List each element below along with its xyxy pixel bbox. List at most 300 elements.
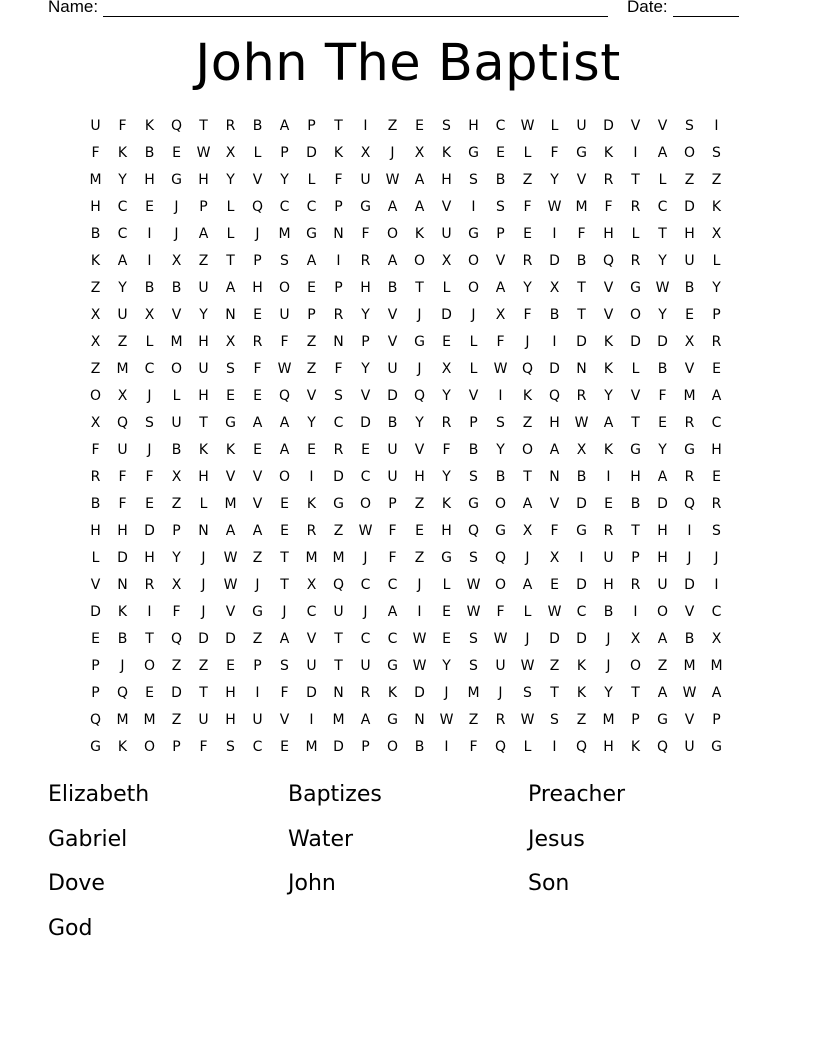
word-bank-item: Jesus [528, 826, 585, 852]
grid-letter: Q [467, 523, 480, 539]
grid-letter: B [414, 739, 425, 755]
grid-letter: A [522, 577, 533, 593]
grid-letter: Q [89, 712, 102, 728]
grid-letter: G [360, 199, 371, 215]
grid-letter: S [496, 415, 505, 431]
grid-letter: Y [658, 307, 667, 323]
grid-letter: P [253, 658, 262, 674]
grid-letter: R [684, 469, 695, 485]
grid-letter: V [252, 496, 263, 512]
grid-letter: W [682, 685, 697, 701]
grid-letter: Y [118, 172, 127, 188]
word-bank-item: John [288, 871, 336, 896]
grid-letter: P [307, 118, 316, 134]
grid-letter: E [496, 145, 505, 161]
grid-letter: F [280, 334, 289, 350]
grid-letter: A [495, 280, 506, 296]
grid-letter: B [387, 415, 398, 431]
grid-letter: H [441, 172, 452, 188]
grid-letter: U [495, 658, 506, 674]
grid-letter: J [174, 199, 179, 215]
grid-letter: C [252, 739, 263, 755]
grid-letter: B [684, 280, 695, 296]
grid-letter: C [387, 631, 398, 647]
grid-letter: D [117, 550, 128, 566]
grid-letter: J [363, 550, 368, 566]
grid-letter: G [576, 523, 587, 539]
grid-letter: U [198, 712, 209, 728]
grid-letter: E [442, 604, 451, 620]
grid-letter: X [684, 334, 695, 350]
grid-letter: A [657, 631, 668, 647]
grid-letter: G [306, 226, 317, 242]
grid-letter: J [687, 550, 692, 566]
grid-letter: J [606, 631, 611, 647]
grid-letter: I [633, 145, 638, 161]
grid-letter: X [414, 145, 425, 161]
grid-letter: B [684, 631, 695, 647]
grid-letter: S [469, 469, 478, 485]
grid-letter: U [387, 361, 398, 377]
grid-letter: U [441, 226, 452, 242]
grid-letter: G [387, 712, 398, 728]
grid-letter: S [226, 361, 235, 377]
grid-letter: K [117, 604, 128, 620]
grid-row [82, 626, 730, 653]
grid-letter: V [387, 334, 398, 350]
grid-letter: V [252, 469, 263, 485]
grid-letter: L [523, 145, 532, 161]
grid-letter: K [225, 442, 236, 458]
grid-letter: D [657, 334, 668, 350]
grid-letter: I [552, 739, 557, 755]
grid-letter: Y [361, 361, 370, 377]
grid-letter: B [90, 496, 101, 512]
grid-letter: O [656, 604, 669, 620]
grid-letter: B [90, 226, 101, 242]
grid-letter: E [145, 685, 154, 701]
grid-letter: X [576, 442, 587, 458]
grid-letter: L [145, 334, 154, 350]
grid-letter: Y [442, 388, 451, 404]
grid-letter: W [520, 118, 535, 134]
grid-letter: J [174, 226, 179, 242]
grid-letter: H [360, 280, 371, 296]
grid-row [82, 464, 730, 491]
grid-letter: E [550, 577, 559, 593]
grid-letter: C [360, 469, 371, 485]
grid-letter: M [116, 361, 129, 377]
grid-letter: J [525, 334, 530, 350]
grid-letter: P [631, 712, 640, 728]
grid-letter: Q [656, 739, 669, 755]
grid-letter: W [277, 361, 292, 377]
grid-letter: M [116, 712, 129, 728]
grid-letter: A [225, 280, 236, 296]
grid-letter: Q [494, 550, 507, 566]
grid-letter: F [118, 469, 127, 485]
grid-letter: L [226, 226, 235, 242]
grid-letter: O [413, 253, 426, 269]
grid-letter: V [468, 388, 479, 404]
grid-letter: F [361, 226, 370, 242]
grid-letter: Y [658, 253, 667, 269]
grid-letter: V [90, 577, 101, 593]
grid-letter: E [415, 523, 424, 539]
grid-letter: F [388, 550, 397, 566]
grid-letter: J [525, 550, 530, 566]
grid-letter: D [441, 307, 452, 323]
word-bank-item: Elizabeth [48, 782, 150, 807]
grid-letter: P [361, 739, 370, 755]
grid-letter: K [333, 145, 344, 161]
grid-letter: Z [711, 172, 722, 188]
grid-letter: B [576, 469, 587, 485]
grid-letter: G [90, 739, 101, 755]
grid-letter: Y [307, 415, 316, 431]
grid-letter: F [334, 172, 343, 188]
grid-letter: T [280, 577, 289, 593]
grid-row [82, 653, 730, 680]
grid-letter: T [145, 631, 154, 647]
grid-letter: A [117, 253, 128, 269]
grid-letter: G [171, 172, 182, 188]
grid-letter: U [684, 253, 695, 269]
grid-row [82, 383, 730, 410]
grid-letter: Z [171, 496, 182, 512]
grid-letter: W [655, 280, 670, 296]
grid-letter: K [630, 739, 641, 755]
grid-letter: Z [387, 118, 398, 134]
grid-letter: R [630, 199, 641, 215]
grid-letter: H [414, 469, 425, 485]
grid-letter: M [332, 712, 345, 728]
grid-letter: W [412, 658, 427, 674]
grid-letter: I [147, 604, 152, 620]
grid-letter: W [547, 199, 562, 215]
grid-letter: J [120, 658, 125, 674]
grid-letter: I [579, 550, 584, 566]
grid-letter: O [629, 307, 642, 323]
grid-letter: S [685, 118, 694, 134]
grid-letter: E [523, 226, 532, 242]
grid-letter: R [441, 415, 452, 431]
grid-letter: C [711, 415, 722, 431]
grid-letter: X [90, 415, 101, 431]
grid-letter: C [360, 631, 371, 647]
grid-letter: B [144, 145, 155, 161]
grid-letter: L [199, 496, 208, 512]
grid-letter: F [523, 199, 532, 215]
grid-letter: V [225, 604, 236, 620]
grid-letter: H [225, 685, 236, 701]
word-bank-item: Son [528, 871, 570, 896]
grid-letter: M [683, 388, 696, 404]
grid-letter: F [334, 361, 343, 377]
letter-grid [82, 113, 730, 761]
grid-letter: F [91, 442, 100, 458]
grid-letter: X [630, 631, 641, 647]
grid-letter: K [576, 685, 587, 701]
grid-letter: O [170, 361, 183, 377]
grid-letter: G [468, 226, 479, 242]
grid-letter: E [442, 334, 451, 350]
grid-letter: Q [170, 631, 183, 647]
grid-letter: D [333, 739, 344, 755]
grid-letter: P [91, 685, 100, 701]
grid-letter: R [495, 712, 506, 728]
grid-letter: H [657, 550, 668, 566]
name-label: Name: [48, 0, 99, 16]
grid-letter: V [603, 307, 614, 323]
grid-row [82, 410, 730, 437]
grid-letter: P [334, 199, 343, 215]
grid-letter: K [603, 145, 614, 161]
grid-letter: R [630, 253, 641, 269]
grid-letter: I [309, 712, 314, 728]
grid-row [82, 707, 730, 734]
grid-row [82, 572, 730, 599]
word-bank [48, 778, 768, 956]
grid-letter: V [576, 172, 587, 188]
grid-letter: O [467, 253, 480, 269]
grid-letter: S [469, 550, 478, 566]
grid-letter: D [603, 118, 614, 134]
grid-row [82, 518, 730, 545]
grid-letter: Y [496, 442, 505, 458]
grid-letter: F [91, 145, 100, 161]
grid-letter: M [575, 199, 588, 215]
grid-letter: U [198, 361, 209, 377]
grid-letter: K [603, 442, 614, 458]
grid-letter: A [360, 712, 371, 728]
grid-letter: X [360, 145, 371, 161]
grid-letter: G [684, 442, 695, 458]
grid-letter: Y [172, 550, 181, 566]
grid-letter: I [363, 118, 368, 134]
grid-letter: R [603, 523, 614, 539]
grid-letter: I [606, 469, 611, 485]
grid-letter: A [198, 226, 209, 242]
grid-letter: H [468, 118, 479, 134]
grid-letter: U [306, 658, 317, 674]
grid-letter: A [387, 253, 398, 269]
grid-letter: B [252, 118, 263, 134]
grid-letter: L [469, 361, 478, 377]
grid-row [82, 356, 730, 383]
grid-letter: Y [658, 442, 667, 458]
grid-letter: W [223, 550, 238, 566]
grid-letter: Q [602, 253, 615, 269]
grid-letter: P [361, 334, 370, 350]
grid-letter: T [199, 685, 208, 701]
grid-letter: D [225, 631, 236, 647]
grid-letter: U [360, 172, 371, 188]
grid-letter: Z [657, 658, 668, 674]
grid-letter: D [549, 253, 560, 269]
grid-letter: J [255, 577, 260, 593]
grid-letter: A [711, 388, 722, 404]
grid-letter: E [658, 415, 667, 431]
grid-letter: N [549, 469, 560, 485]
grid-letter: A [387, 604, 398, 620]
grid-row [82, 329, 730, 356]
grid-letter: X [90, 334, 101, 350]
grid-letter: O [386, 739, 399, 755]
grid-letter: V [684, 361, 695, 377]
grid-letter: X [144, 307, 155, 323]
grid-letter: N [198, 523, 209, 539]
grid-letter: R [630, 577, 641, 593]
grid-letter: F [145, 469, 154, 485]
grid-letter: L [469, 334, 478, 350]
grid-letter: T [550, 685, 559, 701]
grid-letter: P [199, 199, 208, 215]
grid-letter: I [552, 334, 557, 350]
name-date-header [48, 0, 748, 18]
grid-letter: R [333, 442, 344, 458]
grid-letter: A [279, 118, 290, 134]
grid-letter: F [577, 226, 586, 242]
grid-letter: T [523, 469, 532, 485]
grid-letter: X [441, 253, 452, 269]
grid-letter: P [172, 739, 181, 755]
grid-letter: B [495, 172, 506, 188]
grid-letter: D [630, 334, 641, 350]
grid-letter: Y [118, 280, 127, 296]
grid-letter: F [550, 145, 559, 161]
grid-letter: G [414, 334, 425, 350]
grid-letter: D [576, 496, 587, 512]
grid-letter: J [147, 442, 152, 458]
grid-letter: B [468, 442, 479, 458]
date-label: Date: [627, 0, 668, 16]
grid-letter: L [523, 604, 532, 620]
grid-letter: U [603, 550, 614, 566]
grid-letter: F [496, 604, 505, 620]
grid-letter: D [306, 685, 317, 701]
grid-letter: E [172, 145, 181, 161]
grid-letter: U [387, 469, 398, 485]
grid-letter: Y [604, 685, 613, 701]
grid-letter: R [522, 253, 533, 269]
grid-letter: G [225, 415, 236, 431]
grid-letter: M [683, 658, 696, 674]
grid-letter: T [631, 685, 640, 701]
grid-letter: Q [251, 199, 264, 215]
grid-letter: F [253, 361, 262, 377]
grid-letter: B [387, 280, 398, 296]
grid-letter: W [574, 415, 589, 431]
grid-letter: H [603, 577, 614, 593]
grid-letter: Z [252, 631, 263, 647]
grid-letter: B [576, 253, 587, 269]
grid-letter: W [466, 604, 481, 620]
grid-letter: I [471, 199, 476, 215]
grid-letter: K [522, 388, 533, 404]
grid-letter: E [253, 388, 262, 404]
grid-row [82, 275, 730, 302]
grid-letter: X [306, 577, 317, 593]
grid-letter: K [90, 253, 101, 269]
grid-letter: S [145, 415, 154, 431]
grid-letter: I [309, 469, 314, 485]
grid-letter: U [360, 658, 371, 674]
grid-letter: V [630, 118, 641, 134]
grid-letter: H [603, 739, 614, 755]
grid-letter: H [144, 550, 155, 566]
grid-letter: T [631, 415, 640, 431]
grid-letter: R [225, 118, 236, 134]
grid-letter: J [282, 604, 287, 620]
grid-letter: E [361, 442, 370, 458]
grid-letter: C [333, 415, 344, 431]
grid-letter: A [711, 685, 722, 701]
grid-row [82, 491, 730, 518]
grid-letter: Z [171, 712, 182, 728]
grid-letter: N [576, 361, 587, 377]
grid-letter: T [577, 307, 586, 323]
grid-letter: Z [522, 415, 533, 431]
grid-letter: E [712, 469, 721, 485]
grid-letter: E [226, 658, 235, 674]
grid-letter: Q [413, 388, 426, 404]
grid-letter: A [522, 496, 533, 512]
grid-letter: J [201, 577, 206, 593]
grid-letter: D [549, 361, 560, 377]
grid-letter: O [521, 442, 534, 458]
grid-letter: Y [604, 388, 613, 404]
grid-letter: O [278, 469, 291, 485]
grid-letter: Y [280, 172, 289, 188]
grid-letter: X [117, 388, 128, 404]
word-bank-item: Preacher [528, 782, 626, 807]
grid-letter: Y [415, 415, 424, 431]
grid-letter: C [657, 199, 668, 215]
grid-row [82, 680, 730, 707]
grid-letter: E [604, 496, 613, 512]
grid-letter: Z [90, 361, 101, 377]
grid-letter: W [466, 577, 481, 593]
grid-letter: H [441, 523, 452, 539]
grid-letter: W [520, 712, 535, 728]
grid-letter: J [390, 145, 395, 161]
grid-row [82, 248, 730, 275]
grid-letter: L [253, 145, 262, 161]
grid-letter: Z [252, 550, 263, 566]
grid-letter: J [255, 226, 260, 242]
grid-letter: L [658, 172, 667, 188]
grid-letter: T [415, 280, 424, 296]
grid-letter: G [630, 280, 641, 296]
grid-letter: W [493, 361, 508, 377]
grid-letter: J [606, 658, 611, 674]
grid-letter: D [684, 199, 695, 215]
grid-letter: H [198, 334, 209, 350]
grid-letter: Z [549, 658, 560, 674]
grid-letter: P [172, 523, 181, 539]
grid-letter: Z [198, 658, 209, 674]
grid-letter: Z [306, 361, 317, 377]
grid-letter: X [90, 307, 101, 323]
grid-letter: V [441, 199, 452, 215]
grid-letter: Z [171, 658, 182, 674]
grid-letter: O [143, 739, 156, 755]
grid-row [82, 599, 730, 626]
grid-letter: L [442, 577, 451, 593]
grid-letter: F [118, 496, 127, 512]
grid-letter: D [306, 145, 317, 161]
